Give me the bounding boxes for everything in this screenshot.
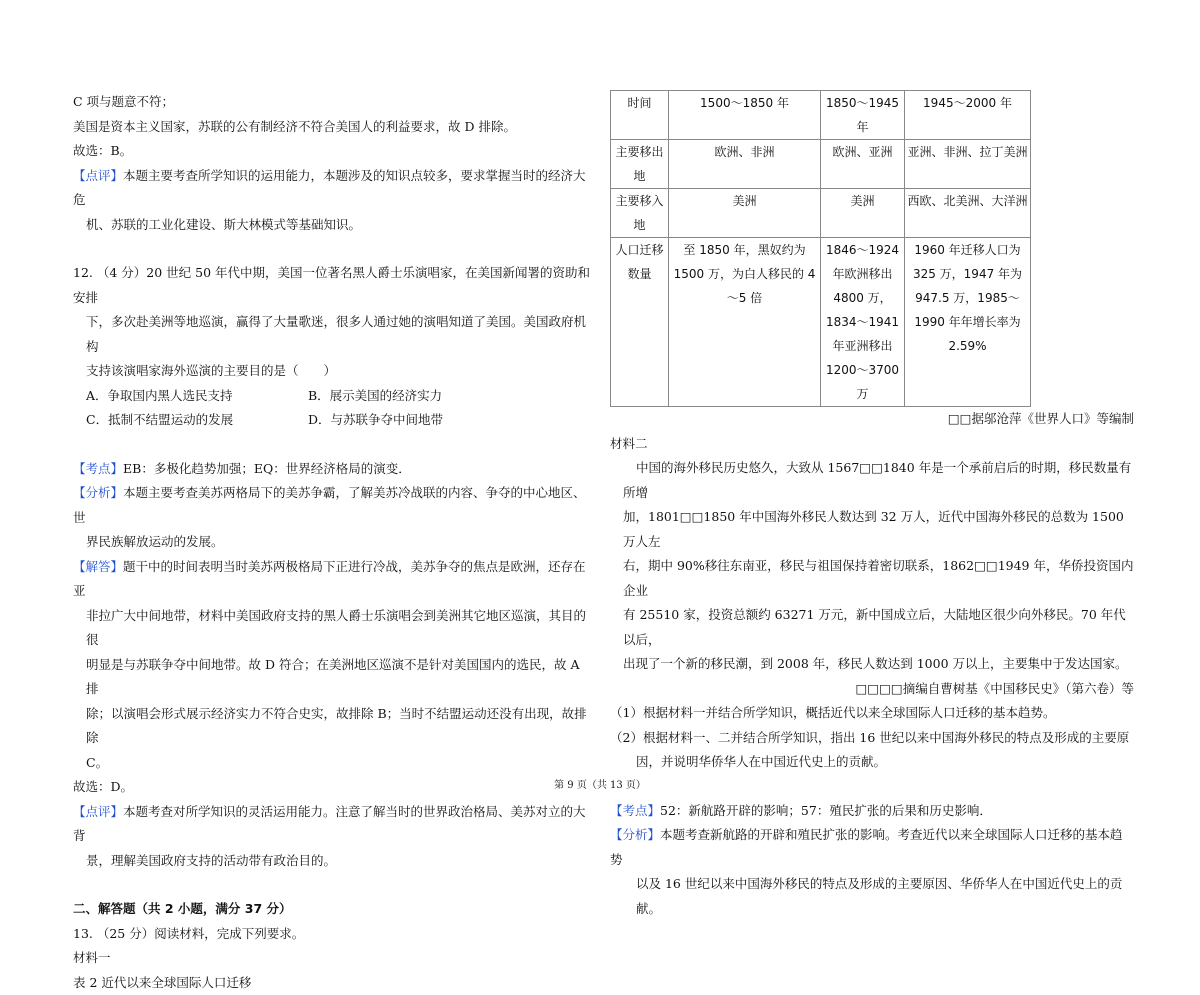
text-line: 下，多次赴美洲等地巡演，赢得了大量歌迷，很多人通过她的演唱知道了美国。美国政府机构 [73, 310, 593, 359]
kaodian-block [73, 457, 593, 482]
review-tag: 【点评】 [73, 804, 123, 819]
sub-question-1: （1）根据材料一并结合所学知识，概括近代以来全球国际人口迁移的基本趋势。 [610, 701, 1134, 726]
text-line: 机、苏联的工业化建设、斯大林模式等基础知识。 [73, 213, 593, 238]
text-line: C 项与题意不符； [73, 90, 593, 115]
left-column [73, 90, 593, 995]
text-line: 界民族解放运动的发展。 [73, 530, 593, 555]
table-row [611, 140, 1031, 189]
text-line: 出现了一个新的移民潮，到 2008 年，移民人数达到 1000 万以上，主要集中于发达国家。 [623, 652, 1134, 677]
table-row [611, 189, 1031, 238]
jieda-tag: 【解答】 [73, 559, 123, 574]
kaodian-text: 52：新航路开辟的影响；57：殖民扩张的后果和历史影响． [660, 803, 992, 818]
text-line: 非拉广大中间地带，材料中美国政府支持的黑人爵士乐演唱会到美洲其它地区巡演，其目的很 [73, 604, 593, 653]
kaodian-text: EB：多极化趋势加强；EQ：世界经济格局的演变． [123, 461, 411, 476]
text-line: C。 [73, 751, 593, 776]
fenxi-block [73, 481, 593, 530]
question-12-stem: 12. （4 分）20 世纪 50 年代中期，美国一位著名黑人爵士乐演唱家，在美国新闻署的资助和安排 [73, 261, 593, 310]
option-a: A．争取国内黑人选民支持 [86, 384, 308, 409]
sub-question-2: （2）根据材料一、二并结合所学知识，指出 16 世纪以来中国海外移民的特点及形成的主要原 [610, 726, 1134, 751]
source-note: □□据邬沧萍《世界人口》等编制 [610, 407, 1134, 432]
table-cell: 至 1850 年，黑奴约为 1500 万，为白人移民的 4～5 倍 [669, 238, 821, 407]
table-cell: 美洲 [669, 189, 821, 238]
review-block [73, 164, 593, 213]
table-cell: 亚洲、非洲、拉丁美洲 [905, 140, 1031, 189]
kaodian-tag: 【考点】 [73, 461, 123, 476]
material-label: 材料一 [73, 946, 593, 971]
text-line: 故选：B。 [73, 139, 593, 164]
fenxi-text: 本题考查新航路的开辟和殖民扩张的影响。考查近代以来全球国际人口迁移的基本趋势 [610, 827, 1123, 867]
text-line: 美国是资本主义国家，苏联的公有制经济不符合美国人的利益要求，故 D 排除。 [73, 115, 593, 140]
text-line: 加，1801□□1850 年中国海外移民人数达到 32 万人，近代中国海外移民的总数为 1500 万人左 [623, 505, 1134, 554]
material-2-text [610, 456, 1134, 677]
text-line: 以及 16 世纪以来中国海外移民的特点及形成的主要原因、华侨华人在中国近代史上的贡献。 [610, 872, 1134, 921]
option-d: D．与苏联争夺中间地带 [308, 408, 548, 433]
table-caption: 表 2 近代以来全球国际人口迁移 [73, 971, 593, 995]
text-line: 中国的海外移民历史悠久，大致从 1567□□1840 年是一个承前启后的时期，移民数量有所增 [623, 456, 1134, 505]
jieda-text: 题干中的时间表明当时美苏两极格局下正进行冷战，美苏争夺的焦点是欧洲，还存在亚 [73, 559, 586, 599]
option-b: B．展示美国的经济实力 [308, 384, 548, 409]
text-line: 支持该演唱家海外巡演的主要目的是（ ） [73, 359, 593, 384]
source-note: □□□□摘编自曹树基《中国移民史》（第六卷）等 [610, 677, 1134, 702]
table-cell: 主要移出地 [611, 140, 669, 189]
table-cell: 人口迁移数量 [611, 238, 669, 407]
fenxi-tag: 【分析】 [73, 485, 123, 500]
review-text: 本题考查对所学知识的灵活运用能力。注意了解当时的世界政治格局、美苏对立的大背 [73, 804, 586, 844]
fenxi-tag: 【分析】 [610, 827, 660, 842]
text-line: 因，并说明华侨华人在中国近代史上的贡献。 [610, 750, 1134, 775]
table-row [611, 91, 1031, 140]
section-heading: 二、解答题（共 2 小题，满分 37 分） [73, 897, 593, 922]
table-cell: 时间 [611, 91, 669, 140]
kaodian-tag: 【考点】 [610, 803, 660, 818]
table-cell: 欧洲、亚洲 [821, 140, 905, 189]
text-line: 景，理解美国政府支持的活动带有政治目的。 [73, 849, 593, 874]
question-13-stem: 13. （25 分）阅读材料，完成下列要求。 [73, 922, 593, 947]
right-column [610, 90, 1134, 921]
material-label: 材料二 [610, 432, 1134, 457]
option-c: C．抵制不结盟运动的发展 [86, 408, 308, 433]
kaodian-block [610, 799, 1134, 824]
text-line: 除；以演唱会形式展示经济实力不符合史实，故排除 B；当时不结盟运动还没有出现，故排除 [73, 702, 593, 751]
table-cell: 美洲 [821, 189, 905, 238]
table-cell: 1500～1850 年 [669, 91, 821, 140]
migration-table [610, 90, 1031, 407]
page-footer: 第 9 页（共 13 页） [0, 776, 1200, 791]
review-text: 本题主要考查所学知识的运用能力，本题涉及的知识点较多，要求掌握当时的经济大危 [73, 168, 586, 208]
review-tag: 【点评】 [73, 168, 123, 183]
table-row [611, 238, 1031, 407]
answer-line: 故选：D。 [73, 775, 593, 800]
table-cell: 1846～1924 年欧洲移出 4800 万，1834～1941 年亚洲移出 1200～3700 万 [821, 238, 905, 407]
text-line: 右，期中 90%移往东南亚，移民与祖国保持着密切联系，1862□□1949 年，华侨投资国内企业 [623, 554, 1134, 603]
table-cell: 西欧、北美洲、大洋洲 [905, 189, 1031, 238]
review-block [73, 800, 593, 849]
table-cell: 1850～1945 年 [821, 91, 905, 140]
table-cell: 1945～2000 年 [905, 91, 1031, 140]
table-cell: 1960 年迁移人口为 325 万，1947 年为 947.5 万，1985～1990 年年增长率为 2.59% [905, 238, 1031, 407]
question-12-options [73, 384, 593, 433]
text-line: 明显是与苏联争夺中间地带。故 D 符合；在美洲地区巡演不是针对美国国内的选民，故 A 排 [73, 653, 593, 702]
jieda-block [73, 555, 593, 604]
table-cell: 欧洲、非洲 [669, 140, 821, 189]
table-cell: 主要移入地 [611, 189, 669, 238]
fenxi-text: 本题主要考查美苏两格局下的美苏争霸，了解美苏冷战联的内容、争夺的中心地区、世 [73, 485, 586, 525]
text-line: 有 25510 家，投资总额约 63271 万元，新中国成立后，大陆地区很少向外移民。70 年代以后， [623, 603, 1134, 652]
